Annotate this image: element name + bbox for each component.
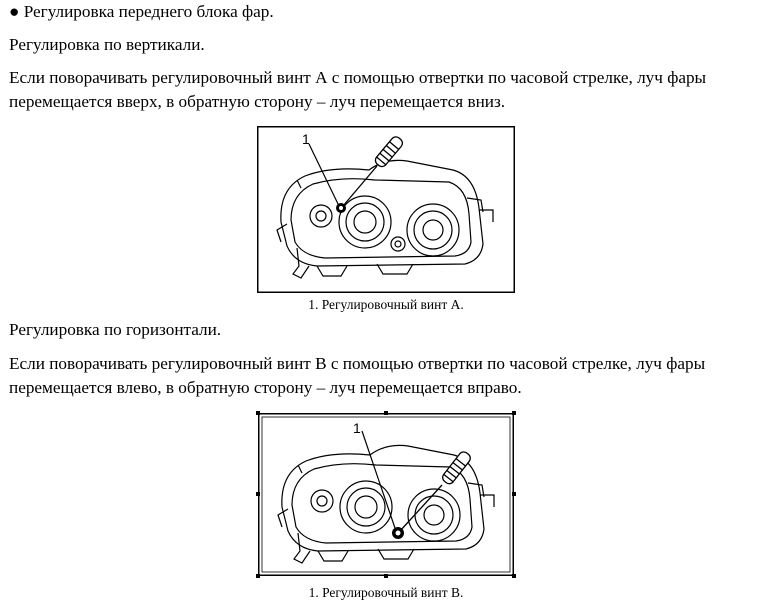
- figure-caption-horizontal: 1. Регулировочный винт В.: [308, 585, 464, 600]
- resize-handle-bottom-right[interactable]: [512, 574, 516, 578]
- callout-number-1: 1: [353, 420, 361, 436]
- vertical-adjust-text-line-2: перемещается вверх, в обратную сторону – луч перемещается вниз.: [9, 92, 506, 111]
- resize-handle-top-right[interactable]: [512, 411, 516, 415]
- headlight-figure-vertical: [257, 126, 515, 293]
- resize-handle-left[interactable]: [256, 492, 260, 496]
- horizontal-adjust-text-line-2: перемещается влево, в обратную сторону – луч перемещается вправо.: [9, 378, 522, 397]
- vertical-adjust-text-line-1: Если поворачивать регулировочный винт А с помощью отвертки по часовой стрелке, луч фары: [9, 68, 707, 87]
- resize-handle-right[interactable]: [512, 492, 516, 496]
- headlight-diagram-horizontal: [258, 413, 514, 576]
- figure-caption-vertical: 1. Регулировочный винт А.: [308, 297, 464, 312]
- vertical-adjust-title: Регулировка по вертикали.: [9, 35, 205, 54]
- headlight-diagram-vertical: [257, 126, 515, 293]
- resize-handle-bottom-left[interactable]: [256, 574, 260, 578]
- resize-handle-top-left[interactable]: [256, 411, 260, 415]
- section-heading: [9, 1, 274, 23]
- headlight-figure-horizontal[interactable]: [258, 413, 514, 576]
- horizontal-adjust-title: Регулировка по горизонтали.: [9, 320, 222, 339]
- section-heading-text: Регулировка переднего блока фар.: [23, 2, 274, 21]
- resize-handle-bottom[interactable]: [384, 574, 388, 578]
- bullet-glyph: ●: [9, 2, 20, 21]
- resize-handle-top[interactable]: [384, 411, 388, 415]
- horizontal-adjust-text-line-1: Если поворачивать регулировочный винт В с помощью отвертки по часовой стрелке, луч фары: [9, 354, 706, 373]
- callout-number-1: 1: [302, 131, 310, 147]
